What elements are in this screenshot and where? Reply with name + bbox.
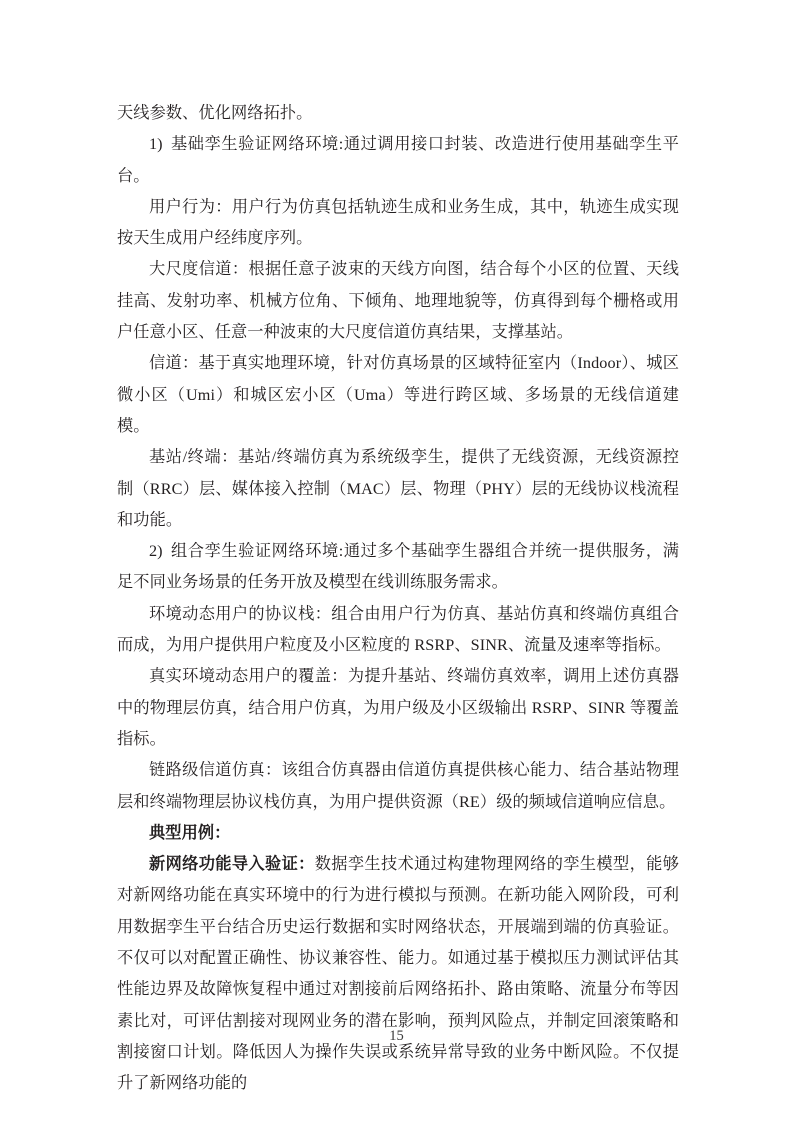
paragraph-user-behavior: 用户行为：用户行为仿真包括轨迹生成和业务生成，其中，轨迹生成实现按天生成用户经纬度序列。: [117, 197, 679, 248]
paragraph-intro: 天线参数、优化网络拓扑。: [117, 104, 313, 122]
paragraph-new-network-function-validation: [117, 849, 679, 1099]
list-item-1-text: 基础孪生验证网络环境:通过调用接口封装、改造进行使用基础孪生平台。: [117, 135, 679, 185]
list-number-1: 1): [149, 135, 163, 154]
paragraph-channel: 信道：基于真实地理环境，针对仿真场景的区域特征室内（Indoor）、城区微小区（Umi）和城区宏小区（Uma）等进行跨区域、多场景的无线信道建模。: [117, 354, 679, 435]
heading-typical-use-cases: 典型用例：: [149, 823, 231, 842]
page-number: 15: [389, 1028, 404, 1044]
paragraph-protocol-stack: 环境动态用户的协议栈：组合由用户行为仿真、基站仿真和终端仿真组合而成，为用户提供用户粒度及小区粒度的 RSRP、SINR、流量及速率等指标。: [117, 604, 679, 655]
paragraph-large-scale-channel: 大尺度信道：根据任意子波束的天线方向图，结合每个小区的位置、天线挂高、发射功率、机械方位角、下倾角、地理地貌等，仿真得到每个栅格或用户任意小区、任意一种波束的大尺度信道仿真结果，支撑基站。: [117, 260, 679, 342]
paragraph-basestation-terminal: 基站/终端：基站/终端仿真为系统级孪生，提供了无线资源，无线资源控制（RRC）层、媒体接入控制（MAC）层、物理（PHY）层的无线协议栈流程和功能。: [117, 448, 679, 529]
page-body: [117, 98, 679, 1100]
paragraph-new-network-function-body: 数据孪生技术通过构建物理网络的孪生模型，能够对新网络功能在真实环境中的行为进行模拟与预测。在新功能入网阶段，可利用数据孪生平台结合历史运行数据和实时网络状态，开展端到端的仿真验证。不仅可以对配置正确性、协议兼容性、能力。如通过基于模拟压力测试评估其性能边界及故障恢复程中通过对割接前后网络拓扑、路由策略、流量分布等因素比对，可评估割接对现网业务的潜在影响，预判风险点，并制定回滚策略和割接窗口计划。降低因人为操作失误或系统异常导致的业务中断风险。不仅提升了新网络功能的: [117, 855, 680, 1093]
paragraph-numbered-item-2: [117, 536, 679, 599]
paragraph-coverage: 真实环境动态用户的覆盖：为提升基站、终端仿真效率，调用上述仿真器中的物理层仿真，结合用户仿真，为用户级及小区级输出 RSRP、SINR 等覆盖指标。: [117, 667, 679, 748]
list-number-2: 2): [149, 542, 163, 561]
paragraph-numbered-item-1: [117, 129, 679, 192]
list-item-2-text: 组合孪生验证网络环境:通过多个基础孪生器组合并统一提供服务，满足不同业务场景的任务开放及模型在线训练服务需求。: [117, 542, 679, 592]
paragraph-link-level-channel: 链路级信道仿真：该组合仿真器由信道仿真提供核心能力、结合基站物理层和终端物理层协议栈仿真，为用户提供资源（RE）级的频域信道响应信息。: [117, 761, 679, 811]
inline-heading-new-network-function: 新网络功能导入验证：: [149, 855, 315, 874]
